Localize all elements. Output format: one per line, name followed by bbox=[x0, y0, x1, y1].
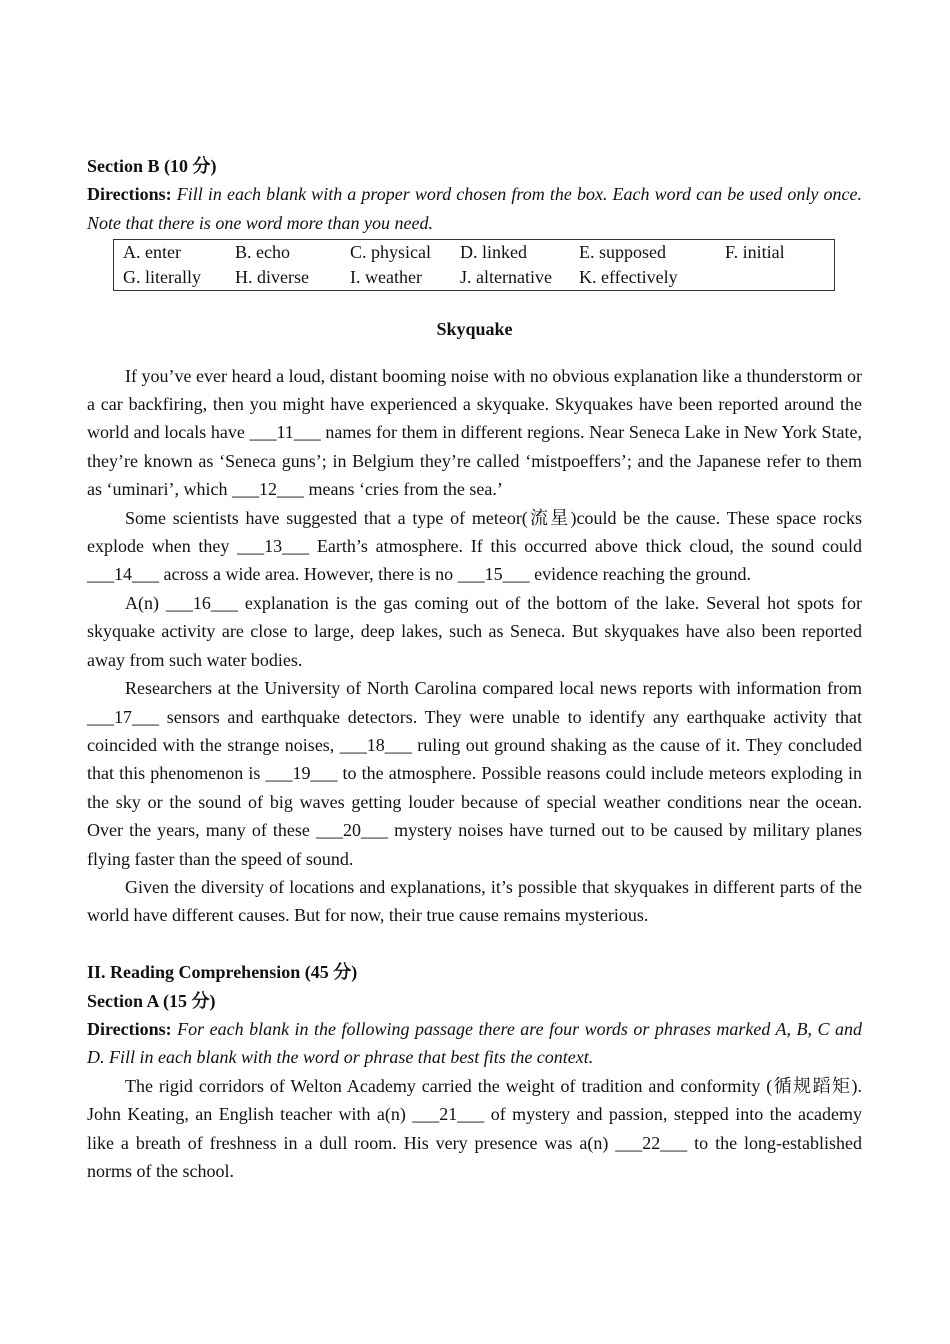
word-choice-box bbox=[113, 239, 835, 291]
passage-title: Skyquake bbox=[436, 319, 513, 340]
section-b-heading: Section B (10 分) bbox=[87, 156, 217, 176]
passage-paragraph-2: Some scientists have suggested that a type of meteor(流星)could be the cause. These space rocks explode when they ___13___ Earth’s atmosphere. If this occurred above thick cloud, the sound could ___14___ across a wide area. However, there is no ___15___ evidence reaching the ground. bbox=[87, 507, 862, 585]
word-option-a: A. enter bbox=[123, 242, 181, 263]
word-box-row-1 bbox=[123, 240, 834, 265]
word-option-d: D. linked bbox=[460, 242, 527, 263]
directions-label: Directions: bbox=[87, 1018, 172, 1039]
section-a-directions bbox=[87, 1015, 862, 1072]
exam-page bbox=[87, 152, 862, 1185]
cloze-paragraph-1: The rigid corridors of Welton Academy carried the weight of tradition and conformity (循规蹈矩). John Keating, an English teacher with a(n) ___21___ of mystery and passion, stepped into the academy like a breath of freshness in a dull room. His very presence was a(n) ___22___ to the long-established norms of the school. bbox=[87, 1075, 862, 1181]
directions-text: For each blank in the following passage there are four words or phrases marked A, B, C and D. Fill in each blank with the word or phrase that best fits the context. bbox=[87, 1018, 862, 1068]
passage-paragraph-3: A(n) ___16___ explanation is the gas coming out of the bottom of the lake. Several hot spots for skyquake activity are close to large, deep lakes, such as Seneca. But skyquakes have also been reported away from such water bodies. bbox=[87, 592, 862, 670]
word-option-g: G. literally bbox=[123, 267, 201, 288]
word-option-e: E. supposed bbox=[579, 242, 666, 263]
word-option-k: K. effectively bbox=[579, 267, 678, 288]
word-box-row-2 bbox=[123, 265, 834, 290]
section-b-directions bbox=[87, 180, 862, 237]
word-option-c: C. physical bbox=[350, 242, 431, 263]
word-option-b: B. echo bbox=[235, 242, 290, 263]
word-option-j: J. alternative bbox=[460, 267, 552, 288]
directions-label: Directions: bbox=[87, 184, 172, 205]
word-option-f: F. initial bbox=[725, 242, 785, 263]
word-option-empty bbox=[725, 265, 825, 290]
passage-paragraph-4: Researchers at the University of North Carolina compared local news reports with information from ___17___ sensors and earthquake detectors. They were unable to identify any earthquake activity that coincided with the strange noises, ___18___ ruling out ground shaking as the cause of it. They concluded that this phenomenon is ___19___ to the atmosphere. Possible reasons could include meteors exploding in the sky or the sound of big waves getting louder because of special weather conditions near the ocean. Over the years, many of these ___20___ mystery noises have turned out to be caused by military planes flying faster than the speed of sound. bbox=[87, 678, 862, 869]
part-ii-heading: II. Reading Comprehension (45 分) bbox=[87, 962, 358, 983]
word-option-i: I. weather bbox=[350, 267, 422, 288]
passage-paragraph-5: Given the diversity of locations and explanations, it’s possible that skyquakes in different parts of the world have different causes. But for now, their true cause remains mysterious. bbox=[87, 876, 862, 926]
section-spacer bbox=[87, 930, 862, 958]
section-a-heading: Section A (15 分) bbox=[87, 990, 216, 1011]
directions-text: Fill in each blank with a proper word chosen from the box. Each word can be used only once. Note that there is one word more than you need. bbox=[87, 184, 862, 233]
word-option-h: H. diverse bbox=[235, 267, 309, 288]
passage-paragraph-1: If you’ve ever heard a loud, distant booming noise with no obvious explanation like a thunderstorm or a car backfiring, then you might have experienced a skyquake. Skyquakes have been reported around the world and locals have ___11___ names for them in different regions. Near Seneca Lake in New York State, they’re known as ‘Seneca guns’; in Belgium they’re called ‘mistpoeffers’; and the Japanese refer to them as ‘uminari’, which ___12___ means ‘cries from the sea.’ bbox=[87, 365, 862, 500]
